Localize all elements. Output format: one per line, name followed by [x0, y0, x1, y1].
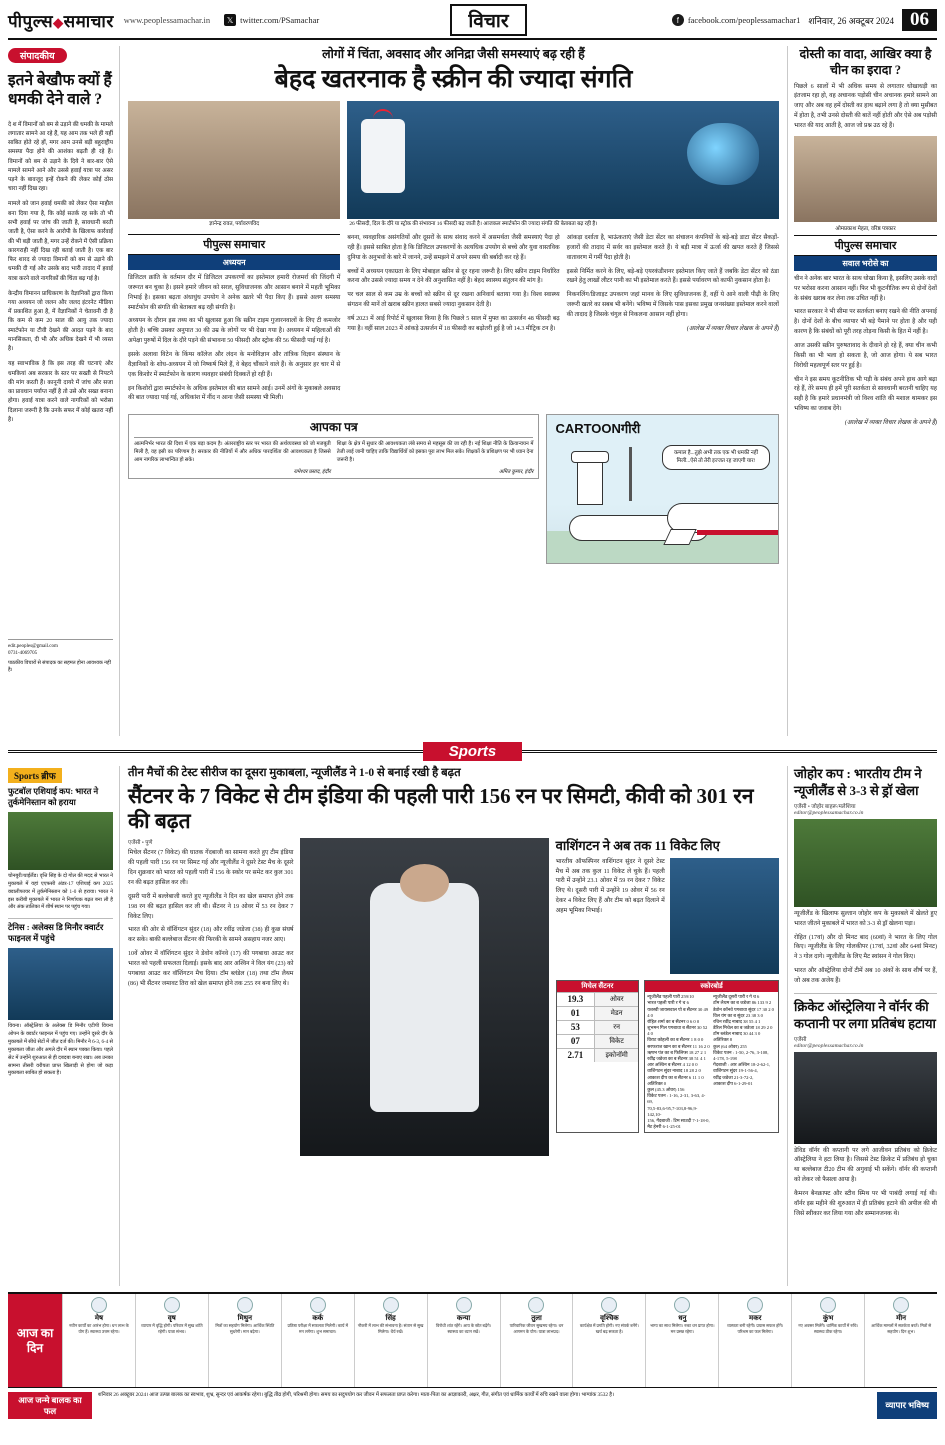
scorecard-line: विराट कोहली का ब सैंटनर 1 8 0 0 [647, 1037, 704, 1043]
scorecard-line: अतिरिक्त 8 [713, 1037, 733, 1043]
zodiac-icon [91, 1297, 107, 1313]
zodiac-icon [820, 1297, 836, 1313]
stat-label: रन [594, 1021, 638, 1034]
editorial-tag: संपादकीय [8, 48, 67, 63]
right-opinion-column [787, 46, 937, 736]
sports-section [8, 766, 937, 1286]
scorecard-line: वाशिंगटन सुंदर 19-1-56-4, [713, 1068, 758, 1074]
twitter-handle: twitter.com/PSamachar [240, 15, 320, 25]
warner-para: डेविड वॉर्नर की कप्तानी पर लगे आजीवन प्रतिबंध को क्रिकेट ऑस्ट्रेलिया ने हटा लिया है। जिससे टेस्ट क्रिकेट में प्रतिबंध हो चुका था बल्लेबाज टी20 टीम की अगुवाई भी सकेंगे। वॉर्नर की कप्तानी को लेकर जो फैसला आया है। [794, 1147, 937, 1184]
zodiac-name: धनु [678, 1314, 687, 1322]
zodiac-name: सिंह [385, 1314, 396, 1322]
hockey-photo [794, 819, 937, 907]
zodiac-name: कुंभ [823, 1314, 834, 1322]
horoscope-title: आज का दिन [8, 1294, 62, 1387]
statbox-title: मिचेल सैंटनर [557, 981, 639, 992]
main-para: इससे निर्मित करने के लिए, बड़े-बड़े एयरकंडीशनर इस्तेमाल किए जाते हैं जबकि डेटा सेंटर को ठंडा रखने हेतु लाखों लीटर पानी का भी इस्तेमाल करते हैं। इससे पर्यावरण को काफी नुकसान होता है। [566, 268, 779, 285]
masthead [8, 6, 937, 40]
stat-value: 2.71 [567, 1049, 584, 1060]
zodiac-text: नौकरी में लाभ की संभावना है। संतान से सुख मिलेगा। धैर्य रखें। [357, 1323, 424, 1334]
letter-text: आत्मनिर्भर भारत की दिशा में एक बड़ा कदम है। अंतरराष्ट्रीय स्तर पर भारत की अर्थव्यवस्था को जो मजबूती मिली है, वह इसी का परिणाम है। सरकार की नीतियों में और अधिक पारदर्शिता की आवश्यकता है जिससे आम नागरिक लाभान्वित हो सके। [134, 441, 331, 463]
editorial-headline: इतने बेखौफ क्यों हैं धमकी देने वाले ? [8, 72, 112, 109]
opinion-section [8, 46, 937, 736]
scorecard-line: कुल (64 ओवर) 255 [713, 1043, 747, 1049]
johor-para: रोहित (17वां) और दो मिनट बाद (60वां) ने भारत के लिए गोल किए। न्यूजीलैंड के लिए गोलकीपर (17वां, 32वां और 64वां मिनट) ने 3 गोल दागे। न्यूजीलैंड के लिए मैट स्वांसन ने गोल किए। [794, 934, 937, 961]
editorial-para: मामले को जान हवाई धमकी को लेकर ऐसा माहौल बना दिया गया है, कि कोई सतर्क रह सके तो भी सभी हवाई पर जांच की जाती है, सावधानी बरती जाती है, ऐसा करने के आरोपी के खिलाफ कार्रवाई की भी बड़ी जाती है, मगर उन्हें रोकने में ऐसी प्रक्रिया कारगराही नहीं दिख रही बताई जाती है। एक बार फिर शारद से ज्यादा विमानों को बम से उड़ाने की धमकी दी गई और उसके बाद भारी तादाद में हवाई यात्रा करने वाले नागरिकों की चिंता बढ़ गई है। [8, 201, 113, 282]
scorecard-line: यशस्वी जायसवाल पो ब सैंटनर 30 49 4 0 [647, 1006, 709, 1018]
scorecard-line: रोहित शर्मा का ब सैंटनर 0 6 0 0 [647, 1018, 700, 1024]
stat-value: 19.3 [567, 993, 584, 1004]
horoscope-cell [427, 1294, 500, 1387]
stat-label: विकेट [594, 1035, 638, 1048]
twitter-link[interactable] [224, 14, 319, 26]
footer-strip [8, 1392, 937, 1419]
santner-photo [300, 838, 548, 1156]
editorial-email[interactable]: edit.peoples@gmail.com [8, 643, 58, 649]
zodiac-name: मीन [896, 1314, 907, 1322]
sports-main-article [128, 766, 779, 1286]
sports-brief-column [8, 766, 120, 1286]
zodiac-icon [674, 1297, 690, 1313]
scorecard-line: गेंदबाजी : आर अश्विन 18-2-62-1, [713, 1062, 771, 1068]
scorecard-line: विल यंग का ब सुंदर 23 38 3 0 [713, 1012, 763, 1018]
scorecard-line: न्यूजीलैंड पहली पारी 259/10 [647, 994, 694, 1000]
zodiac-text: मित्रों का सहयोग मिलेगा। आर्थिक स्थिति सुधरेगी। मान बढ़ेगा। [215, 1323, 275, 1334]
zodiac-icon [528, 1297, 544, 1313]
scorecard-line: आर अश्विन ब सैंटनर 4 12 0 0 [647, 1062, 698, 1068]
brief2-headline: टेनिस : अलेक्स डि मिनौर क्वार्टर फाइनल में पहुंचे [8, 918, 113, 945]
zodiac-name: मकर [749, 1314, 762, 1322]
right-headline: दोस्ती का वादा, आखिर क्या है चीन का इरादा ? [799, 47, 932, 78]
right-para: भारत सरकार ने भी सीमा पर सतर्कता बनाए रखने की नीति अपनाई है। दोनों देशों के बीच व्यापार भी बड़े पैमाने पर होता है और यही कारण है कि संबंधों को पूरी तरह तोड़ना किसी के हित में नहीं है। [794, 309, 937, 336]
scorecard-line: विकेट पतन : 1-50, 2-76, 3-108, [713, 1049, 769, 1055]
scorecard-line: शुभमन गिल पगबाधा ब सैंटनर 30 52 4 0 [647, 1025, 708, 1037]
horoscope-cell [135, 1294, 208, 1387]
zodiac-name: मिथुन [237, 1314, 252, 1322]
letter-sign: रामेश्वर प्रसाद, इंदौर [293, 468, 331, 475]
sports-para: 10वें ओवर में वॉशिंगटन सुंदर ने डेवोन कॉनवे (17) की पगबाधा आउट कर भारत को पहली सफलता दिलाई। इसके बाद आर अश्विन ने विल यंग (23) को पगबाधा आउट कर वॉशिंगटन मैच दिया। टॉम ब्लंडेल (18) तथा टॉम लैथम (86) भी सैंटनर जमावट तिरा को खेल समाप्त होने तक 255 रन बना लिए थे। [128, 951, 294, 987]
zodiac-text: विरोधी शांत रहेंगे। आय के स्रोत बढ़ेंगे। स्वास्थ्य का ध्यान रखें। [435, 1323, 492, 1334]
stat-label: मेडन [594, 1007, 638, 1020]
sports-divider [8, 742, 937, 761]
main-para: बनना, व्यवहारिक असंगतियों और दूसरों के साथ संवाद करने में असमर्थता जैसी समस्याएं पैदा हो रही हैं। इससे साबित होता है कि डिजिटल उपकरणों के अत्यधिक उपयोग से बच्चे और युवा वास्तविक दुनिया के अनुभवों के बारे में जानने, उन्हें समझने में अपने समय की बर्बादी कर रहे हैं। [347, 235, 560, 261]
horoscope-cell [791, 1294, 864, 1387]
scorecard-line: आकाश दीप का ब सैंटनर 6 11 1 0 [647, 1074, 704, 1080]
main-para: अध्ययन के दौरान इस तथ्य का भी खुलासा हुआ कि स्क्रीन टाइम गुजारनवालों के लिए टी कमजोर होती है। बच्चि उसका अनुपात 30 की उम्र के लोगों पर भी देखा गया है। अध्ययन में महिलाओं की अपेक्षा पुरुषों में दिल के दौरे पड़ने की संभावना 50 फीसदी और स्ट्रोक की 56 फीसदी पाई गई है। [128, 318, 341, 345]
zodiac-name: मेष [94, 1314, 104, 1322]
warner-byline: एजेंसी [794, 1036, 807, 1043]
sports-brief-badge: Sports ब्रीफ [8, 768, 62, 783]
warner-photo [794, 1052, 937, 1144]
right-para: (आलेख में व्यक्त विचार लेखक के अपने हैं) [844, 419, 937, 426]
brief1-text: चोनबुरी/थाईलैंड। वृत्ति सिंह के दो गोल की मदद से भारत ने मुकाबले में यहां एएफसी अंडर-17 एशियाई कप 2025 क्वालीफायर में तुर्कमेनिस्तान को 1-0 से हराया। भारत ने इस करीबी मुकाबले में भारत ने निर्णायक बढ़त बना ली है और अंक तालिका में शीर्ष स्थान पर पहुंच गया। [8, 872, 113, 911]
horoscope-cell [354, 1294, 427, 1387]
sports-para: भारत की ओर से वॉशिंगटन सुंदर (18) और रवींद्र जडेजा (38) ही कुछ संघर्ष कर सके। बाकी बल्लेबाज सैंटनर की फिरकी के सामने असहाय नजर आए। [128, 927, 294, 944]
sundar-photo [670, 858, 779, 974]
footer-text: शनिवार 26 अक्टूबर 2024। आज उत्पन्न बालक का स्वभाव, शुभ्र, सुन्दर एवं आकर्षक रहेगा। बुद्धि तीव्र होगी, परिश्रमी होगा। समय का सदुपयोग कर जीवन में सफलता प्राप्त करेगा। माता-पिता का आज्ञाकारी, अक्षर, गीत, संगीत एवं धार्मिक कार्यों में रुचि रखने वाला होगा। भाग्यांक 3532 है। [98, 1392, 614, 1398]
horoscope-cell [281, 1294, 354, 1387]
scorecard-line: डेवोन कॉनवे पगबाधा सुंदर 17 30 2 0 [713, 1006, 774, 1012]
zodiac-text: प्रतिष्ठा परीक्षा में सफलता मिलेगी। कार्य में मन लगेगा। शुभ समाचार। [287, 1323, 348, 1334]
letter-text: शिक्षा के क्षेत्र में सुधार की आवश्यकता लंबे समय से महसूस की जा रही है। नई शिक्षा नीति के क्रियान्वयन में तेजी लाई जानी चाहिए ताकि विद्यार्थियों को इसका पूरा लाभ मिल सके। शिक्षकों के प्रशिक्षण पर भी ध्यान देना जरूरी है। [336, 441, 534, 463]
brand-name-2: समाचार [63, 11, 114, 31]
main-kicker: लोगों में चिंता, अवसाद और अनिद्रा जैसी समस्याएं बढ़ रही हैं [322, 47, 585, 61]
scorecard-line: विकेट पतन : 1-16, 2-31, 3-63, 4-69, [647, 1093, 706, 1105]
brand-name: पीपुल्स [8, 11, 54, 31]
brief1-headline: फुटबॉल एशियाई कप: भारत ने तुर्कमेनिस्तान को हराया [8, 787, 99, 807]
brand-badge: पीपुल्स समाचार [128, 234, 340, 255]
zodiac-icon [383, 1297, 399, 1313]
author-caption: ज्ञानेन्द्र रावत, पर्यावरणविद [209, 221, 260, 227]
scorecard-line: टॉम लैथम का ब जडेजा 86 133 9 2 [713, 1000, 772, 1006]
zodiac-icon [747, 1297, 763, 1313]
sports-kicker: तीन मैचों की टेस्ट सीरीज का दूसरा मुकाबला, न्यूजीलैंड ने 1-0 से बनाई रखी है बढ़त [128, 767, 461, 779]
facebook-icon: f [672, 14, 684, 26]
letters-title: आपका पत्र [134, 418, 533, 438]
main-para: इसके अलावा विटेन के किंग्स कॉलेज और लंदन के मनोविज्ञान और तांत्रिक विज्ञान संस्थान के वैज्ञानिकों के शोध-अध्ययन में जो निष्कर्ष मिले हैं, वे बेहद चौंकाने वाले हैं। के अनुसार हर चार में से एक किशोर में स्मार्टफोन के कारण व्यवहार संबंधी दिक्कतें हो रही हैं। [128, 352, 341, 378]
right-sub-badge: सवाल भरोसे का [794, 256, 937, 271]
cartoon-title: CARTOONगीरी [555, 421, 641, 437]
zodiac-text: व्यस्तता बनी रहेगी। प्रयास सफल होंगे। परिश्रम का फल मिलेगा। [727, 1323, 784, 1334]
scorecard-line: रवींद्र जडेजा 21-3-72-2, [713, 1074, 754, 1080]
scorecard-line: सरफराज खान का ब सैंटनर 11 16 2 0 [647, 1043, 710, 1049]
zodiac-icon [893, 1297, 909, 1313]
stat-value: 53 [570, 1021, 580, 1032]
scorecard-box [644, 980, 779, 1134]
zodiac-icon [310, 1297, 326, 1313]
sports-byline: एजेंसी • पुणे [128, 840, 153, 847]
letter-sign: अमित कुमार, इंदौर [498, 468, 534, 475]
footer-tag: व्यापार भविष्य [877, 1392, 937, 1419]
zodiac-icon [456, 1297, 472, 1313]
scorecard-line: वाशिंगटन सुंदर नाबाद 18 28 2 0 [647, 1068, 701, 1074]
horoscope-cell [208, 1294, 281, 1387]
scorecard-line: अतिरिक्त 0 [647, 1080, 667, 1086]
johor-headline: जोहोर कप : भारतीय टीम ने न्यूजीलैंड से 3-3 से ड्रॉ खेला [794, 766, 922, 798]
zodiac-text: व्यापार में वृद्धि होगी। परिवार में सुख शांति रहेगी। यात्रा संभव। [141, 1323, 203, 1334]
twitter-icon: 𝕏 [224, 14, 236, 26]
scorecard-title: स्कोरबोर्ड [645, 981, 778, 992]
main-para: डिजिटल क्रांति के वर्तमान दौर में डिजिटल उपकरणों का इस्तेमाल हमारी रोजमर्रा की जिंदगी में जरूरत बन चुका है। इसने हमारे जीवन को सरल, सुविधाजनक और आसान बनाने में महती भूमिका निभाई है। इसका बढ़ता अंधाधुंध उपयोग ने अनेक खतरे भी पैदा किए हैं। इससे अलग समस्या स्मार्टफोन की संगति की बेताबता बढ़ रही संगति है। [128, 275, 341, 311]
bowling-figures-box [556, 980, 640, 1134]
horoscope-cell [718, 1294, 791, 1387]
sub-badge: अध्ययन [128, 255, 340, 270]
stat-label: इकोनॉमी [594, 1049, 638, 1062]
facebook-handle: facebook.com/peoplessamachar1 [687, 15, 801, 25]
footer-badge: आज जन्मे बालक का फल [8, 1392, 92, 1419]
facebook-link[interactable] [672, 14, 801, 26]
scorecard-line: 4-178, 5-198 [713, 1056, 737, 1062]
main-para: आंकड़ा दर्शाता है, भाऊंकताएं जैसी डेटा सेंटर का संचालन कंपनियों के बड़े-बड़े डाटा सेंटर सैकड़ों-हजारों की तादाद में सर्वर का इस्तेमाल करते हैं। ये बड़ी मात्रा में ऊर्जा की खपत करते हैं जिससे वातावरण में गर्मी पैदा होती है। [566, 235, 779, 261]
zodiac-name: कन्या [456, 1314, 471, 1322]
scorecard-line: आकाश दीप 6-1-29-01 [713, 1080, 753, 1086]
stat-value: 01 [570, 1007, 580, 1018]
zodiac-icon [164, 1297, 180, 1313]
right-brand-badge: पीपुल्स समाचार [794, 235, 937, 256]
scorecard-line: न्यूजीलैंड दूसरी पारी र गे च 6 [713, 994, 760, 1000]
sundar-headline: वाशिंगटन ने अब तक 11 विकेट लिए [555, 838, 720, 854]
scorecard-line: मैट हेनरी 6-1-25-01 [647, 1124, 681, 1130]
right-para: पिछले 6 सालों में भी अधिक समय से लगातार धोखाधड़ी का इंतजाम रहा हो, वह अचानक पड़ोसी चीन अचानक हमारे सामने आ जाए और अब वह हमें दोस्ती का हाथ बढ़ाने लगा है तो क्या मुसीबत में होता है, तभी उनसे दोस्ती की बातें नहीं होती और ऐसे अब पड़ोसी भारत की याद आती है, आज जो प्रश्न उठ रहे हैं। [794, 83, 937, 129]
section-title: विचार [450, 4, 526, 36]
sports-para: मिचेल सैंटनर (7 विकेट) की घातक गेंदबाजी का सामना करते हुए टीम इंडिया की पहली पारी 156 रन पर सिमट गई और न्यूजीलैंड ने दूसरे टेस्ट मैच के दूसरे दिन शुक्रवार को भारत को पहली पारी में 156 के स्कोर पर समेट कर कुल 301 रन की बढ़त हासिल कर ली। [128, 850, 294, 887]
main-article [128, 46, 779, 736]
main-para: (आलेख में व्यक्त विचार लेखक के अपने हैं) [686, 325, 779, 332]
zodiac-name: वृश्चिक [600, 1314, 619, 1322]
zodiac-name: तुला [531, 1314, 542, 1322]
sports-right-column [787, 766, 937, 1286]
editorial-para: दे श में विमानों को बम से उड़ाने की धमकी के मामले लगातार सामने आ रहे हैं, यह आम तक भले ही यहीं साबित होते रहे हों, मगर आम उनसे बड़ी बहुराष्ट्रीय समस्या पैदा होने की आशंका बढ़ती ही रहे हैं। विमानों को बम से उड़ाने के दिये ने बार-बार ऐसे मामले सामने आने और उससे हवाई यात्रा पर असर पड़ने के बावजूद इन्हें रोकने की लेकर कोई ठोस चारा नहीं दिख रहा। [8, 121, 113, 193]
horoscope-cell [500, 1294, 573, 1387]
horoscope-cell [62, 1294, 135, 1387]
main-para: निकनलिंग/डिजाइट उपकरण जहां मानव के लिए सुविधाजनक हैं, वहीं ये आने वाली पीढ़ी के लिए जरूरी खतरे का सबब भी बनेंगे। भविष्य में जिसके पास इसका प्रमुख जनसंख्या इस्तेमाल करने वालों की तादाद है जिसके चंगुल से निकलना आसान नहीं होगा। [566, 292, 779, 319]
zodiac-name: कर्क [312, 1314, 324, 1322]
stat-value: 07 [570, 1035, 580, 1046]
publication-logo: पीपुल्स◆समाचार [8, 11, 114, 31]
website-url[interactable]: www.peoplessamachar.in [123, 15, 211, 25]
author-photo [128, 101, 340, 219]
editorial-para: केन्द्रीय विमानन प्राधिकरण के वैज्ञानिकों द्वारा किया गया अध्ययन जो जलन और जलद इंटरनेट मीडिया में प्रकाशित हुआ है, में वैज्ञानिकों ने चेतावनी दी है कि कम से कम 20 साल की आयु तक ज्यादा स्मार्टफोन या टीवी देखने की आदत पड़ने के बाद मानसिकता, दी भी और अधिक देखने में भी व्यस्त है। [8, 290, 113, 353]
scorecard-line: भारत पहली पारी र गे च 6 [647, 1000, 689, 1006]
sundar-text: भारतीय ऑफस्पिनर वाशिंगटन सुंदर ने दूसरे टेस्ट मैच में अब तक कुल 11 विकेट ले चुके हैं। पहली पारी में उन्होंने 23.1 ओवर में 59 रन देकर 7 विकेट लिए थे। दूसरी पारी में उन्होंने 19 ओवर में 56 रन देकर 4 विकेट लिए हैं और टीम को बढ़त दिलाने में अहम भूमिका निभाई। [555, 858, 665, 915]
sports-label: Sports [423, 742, 523, 761]
scorecard-line: 70,5-83,6-95,7-103,8-96,9-142,10- [647, 1105, 698, 1117]
right-author-caption: ओमप्रकाश मेहता, वरिष्ठ पत्रकार [835, 225, 896, 232]
right-para: चीन ने अनेक बार भारत के साथ धोखा किया है, इसलिए उसके वादों पर भरोसा करना आसान नहीं। फिर भी कूटनीतिक रूप से दोनों देशों के संबंध खराब कर लेना तक उचित नहीं है। [794, 275, 937, 302]
warner-para: कैमरन बैनक्राफ्ट और स्टीव स्मिथ पर भी पाबंदी लगाई गई थी। वॉर्नर इस महीने की शुरुआत में ही प्रतिबंध हटाने की अपील की थी जिसे स्वीकार कर लिया गया और सम्मानजनक थे। [794, 1191, 937, 1217]
horoscope-cell [645, 1294, 718, 1387]
editorial-phone: 0731-4069705 [8, 651, 38, 657]
cartoon-bubble: कमाल है...तुझे अभी तक एक भी धमकी नहीं मिली...ऐसे तो तेरी इज्जत रह जाएगी यार! [662, 445, 770, 470]
right-para: चीन ने इस समय कूटनीतिक भी पड़ी के संबंध अपने हाथ आगे बढ़ा रहे हैं, तेरे समय ही हमें पूरी सतर्कता से सावधानी बरतनी चाहिए यह सही है कि हमारे प्रधानमंत्री जो विश्व शांति की मशाल थामकर इस भविष्य का जवाब देंगे। [794, 376, 937, 413]
horoscope-cell [864, 1294, 937, 1387]
zodiac-icon [237, 1297, 253, 1313]
main-para: इन किशोरों द्वारा स्मार्टफोन के अधिक इस्तेमाल की बात सामने आई। उनमें अंगों के मुकाबले अवसाद की बात ज्यादा पाई गई, अधिकांश में नींद न आना जैसी समस्या भी मिली। [128, 385, 341, 402]
brief2-text: वियना। ऑस्ट्रेलिया के अलेक्स डि मिनौर एटीपी वियना ओपन के क्वार्टर फाइनल में पहुंच गए। उन्होंने दूसरे दौर के मुकाबले में सीधे सेटों में जीत दर्ज की। मिनौर ने 6-3, 6-4 से मुकाबला जीता और अगले दौर में स्थान पक्का किया। पहले सेट में उन्होंने शुरुआत से ही दबदबा बनाए रखा। अब उनका सामना तीसरी वरीयता प्राप्त खिलाड़ी से होगा जो कड़ा मुकाबला साबित हो सकता है। [8, 1023, 113, 1077]
brief1-photo [8, 812, 113, 870]
editorial-column [8, 46, 120, 736]
main-para: पर चल साल से कम उम्र के बच्चों को स्क्रीन से दूर रखना अनिवार्य बताया गया है। विश्व स्वास्थ्य संगठन की मानें तो खराब स्क्रीन हालत सबसे ज्यादा नुकसान देती है। [347, 292, 560, 309]
scorecard-line: रचिन रवींद्र नाबाद 38 55 4 1 [713, 1018, 761, 1024]
main-photo [347, 101, 779, 219]
zodiac-text: आर्थिक मामलों में सतर्कता बरतें। मित्रों से सहयोग। दिन शुभ। [871, 1323, 932, 1334]
zodiac-text: कार्यक्षेत्र में प्रगति होगी। नए संपर्क बनेंगे। खर्च बढ़ सकता है। [579, 1323, 639, 1334]
scorecard-line: टॉम ब्लंडेल नाबाद 30 44 3 0 [713, 1031, 761, 1037]
scorecard-line: रवींद्र जडेजा का ब सैंटनर 38 51 4 1 [647, 1056, 706, 1062]
sports-para: दूसरी पारी में बल्लेबाजी करते हुए न्यूजीलैंड ने दिन का खेल समाप्त होने तक 198 रन की बढ़त हासिल कर ली थी। सैंटनर ने 19 ओवर में 53 रन देकर 7 विकेट लिए। [128, 893, 294, 920]
stat-label: ओवर [594, 993, 638, 1006]
main-headline: बेहद खतरनाक है स्क्रीन की ज्यादा संगति [274, 66, 633, 94]
main-photo-caption: 26 फीसदी, दिल के दौरे या स्ट्रोक की संभावना 16 फीसदी बढ़ जाती है। आजकल स्मार्टफोन की ज्यादा संगति की बेताबता बढ़ रही है। [349, 221, 598, 227]
right-author-photo [794, 136, 937, 222]
zodiac-text: भाग्य का साथ मिलेगा। रुका धन प्राप्त होगा। मन प्रसन्न रहेगा। [650, 1323, 715, 1334]
right-para: आज उसकी स्क्रीन पुरुषतावाद के दीवाने हो रहे हैं, क्या चीन कभी किसी का भी भला हो सकता है, जो आज होगा। ये सब भारत विरोधी महत्वपूर्ण स्तर पर हुई है। [794, 342, 937, 369]
letters-box [128, 414, 539, 564]
sports-headline: सैंटनर के 7 विकेट से टीम इंडिया की पहली पारी 156 रन पर सिमटी, कीवी को 301 रन की बढ़त [128, 783, 754, 833]
editorial-note: पाठकीय विचारों से संपादक का सहमत होना आवश्यक नहीं है। [8, 660, 111, 674]
main-para: बच्चों में अध्ययन एकाग्रता के लिए मोबाइल स्क्रीन से दूर रहना जरूरी है। लिए स्क्रीन टाइम निर्धारित करना और उससे ज्यादा समय न देने की अनुशासित नहीं है। बेहद स्वास्थ्य संतुलन की मांग है। [347, 268, 560, 285]
johor-byline: एजेंसी • जोहोर बाहरू/मलेशिया [794, 803, 856, 810]
scorecard-line: ऋषभ पंत का ब फिलिप्स 18 27 2 1 [647, 1049, 707, 1055]
page-number: 06 [902, 9, 937, 31]
publication-date: शनिवार, 26 अक्टूबर 2024 [808, 15, 894, 26]
brief2-photo [8, 948, 113, 1020]
cartoon-box [546, 414, 779, 564]
zodiac-text: नए अवसर मिलेंगे। धार्मिक कार्यों में रुचि। स्वास्थ्य ठीक रहेगा। [798, 1323, 859, 1334]
johor-para: भारत और ऑस्ट्रेलिया दोनों टीमें अब 10 अंकों के साथ शीर्ष पर हैं, जो अब तक अजेय हैं। [794, 968, 937, 984]
warner-email[interactable]: editor@peoplessamachar.co.in [794, 1042, 864, 1049]
zodiac-text: पारिवारिक जीवन सुखमय रहेगा। धन आगमन के योग। यात्रा लाभप्रद। [509, 1323, 564, 1334]
scorecard-line: कुल (45.3 ओवर) 156 [647, 1086, 685, 1092]
johor-para: न्यूजीलैंड के खिलाफ सुल्तान जोहोर कप के मुकाबले में खेलते हुए भारत जीतने मुकाबले में भारत को 3-3 से ड्रॉ खेलना पड़ा। [794, 910, 937, 927]
main-para: वर्ष 2023 में आई रिपोर्ट में खुलासा किया है कि पिछले 5 साल में मुफ्त का उत्सर्जन 48 फीसदी बढ़ गया है। वहीं साल 2023 में आंकड़े उत्सर्जन में 18 फीसदी का बढ़ोतरी हुई है जो 14.3 मीट्रिक टन है। [347, 316, 560, 332]
zodiac-icon [601, 1297, 617, 1313]
scorecard-line: डेरिल मिचेल का ब जडेजा 18 29 2 0 [713, 1025, 773, 1031]
horoscope-cell [572, 1294, 645, 1387]
horoscope-strip [8, 1292, 937, 1388]
scorecard-line: 156, गेंदबाजी : टिम साउदी 7-1-18-0, [647, 1117, 710, 1123]
zodiac-text: नवीन कार्यों का आरंभ होगा। धन लाभ के योग हैं। स्वास्थ्य उत्तम रहेगा। [69, 1323, 129, 1334]
johor-email[interactable]: editor@peoplessamachar.co.in [794, 809, 864, 816]
warner-headline: क्रिकेट ऑस्ट्रेलिया ने वॉर्नर की कप्तानी पर लगा प्रतिबंध हटाया [794, 993, 937, 1033]
editorial-para: यह स्वाभाविक है कि इस तरह की घटनाएं और धमकियां अब सरकार के स्तर पर सख्ती से निपटने की मांग करती हैं। कानूनी दायरे में जांच और सजा का प्रावधान पर्याप्त नहीं है तो उसे और सख्त बनाना होगा। हवाई यात्रा करने वाले नागरिकों को भरोसा दिलाना जरूरी है कि उनके सफर में कोई खतरा नहीं है। [8, 361, 113, 423]
zodiac-name: वृष [167, 1314, 176, 1322]
